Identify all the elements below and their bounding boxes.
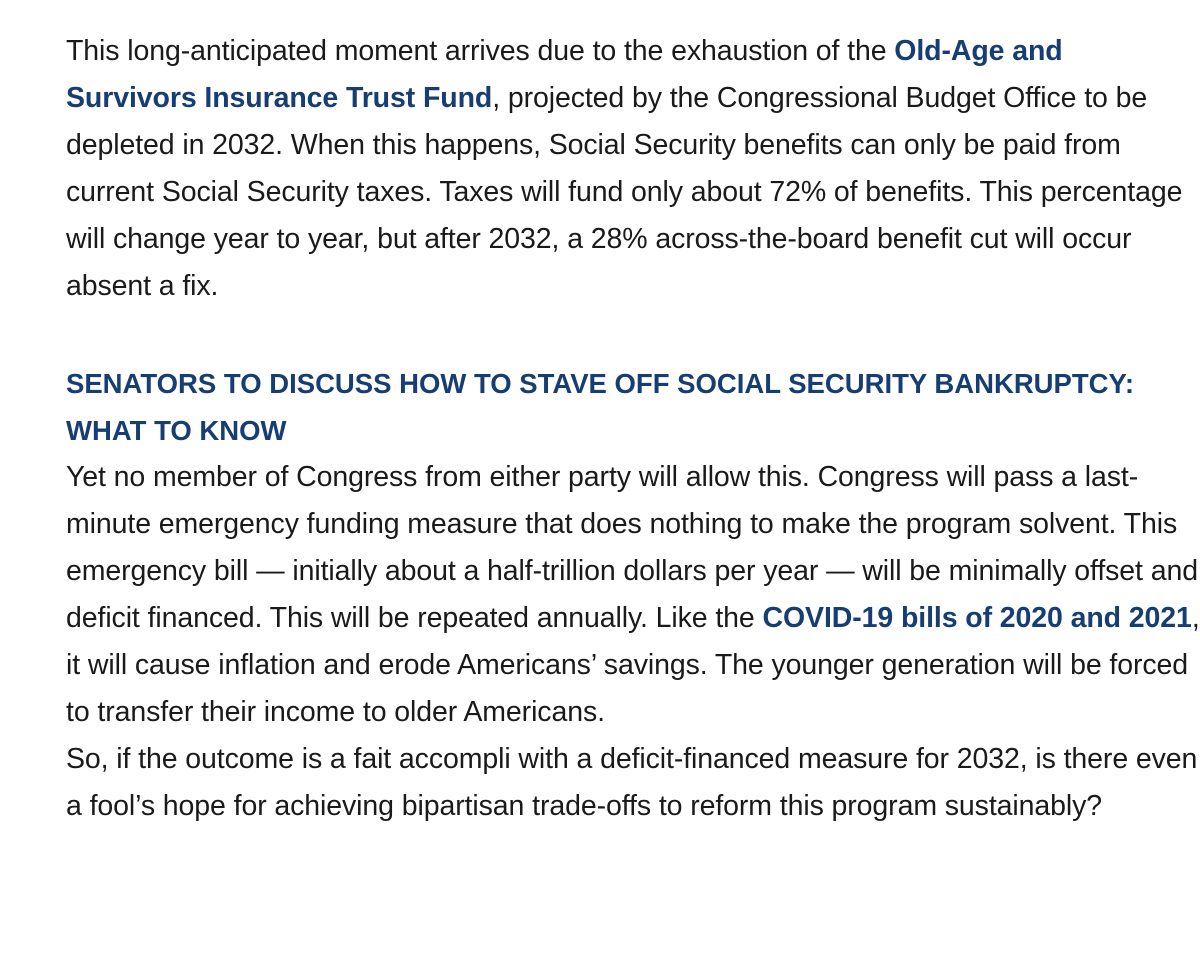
related-article-headline-link[interactable]: SENATORS TO DISCUSS HOW TO STAVE OFF SOCIAL SECURITY BANKRUPTCY: WHAT TO KNOW: [66, 368, 1135, 446]
paragraph-bipartisan-question: So, if the outcome is a fait accompli with a deficit-financed measure for 2032, is there even a fool’s hope for achieving bipartisan trade-offs to reform this program sustainably?: [66, 743, 1198, 822]
paragraph-2-text-end: , it will cause inflation and erode Americans’ savings. The younger generation will be forced to transfer their income to older Americans.: [66, 602, 1200, 728]
covid-bills-link[interactable]: COVID-19 bills of 2020 and 2021: [762, 602, 1192, 634]
oasi-trust-fund-link[interactable]: Old-Age and Survivors Insurance Trust Fund: [66, 35, 1063, 114]
paragraph-2-text-start: Yet no member of Congress from either party will allow this. Congress will pass a last-minute emergency funding measure that does nothing to make the program solvent. This emergency bill — initially about a half-trillion dollars per year — will be minimally offset and deficit financed. This will be repeated annually. Like the: [66, 461, 1198, 634]
paragraph-emergency-funding: [66, 454, 1200, 736]
article-body: [66, 28, 1200, 830]
paragraph-trust-fund: [66, 28, 1200, 310]
paragraph-1-text-start: This long-anticipated moment arrives due to the exhaustion of the: [66, 35, 895, 67]
paragraph-1-text-end: , projected by the Congressional Budget Office to be depleted in 2032. When this happens, Social Security benefits can only be paid from current Social Security taxes. Taxes will fund only about 72% of benefits. This percentage will change year to year, but after 2032, a 28% across-the-board benefit cut will occur absent a fix.: [66, 82, 1183, 302]
